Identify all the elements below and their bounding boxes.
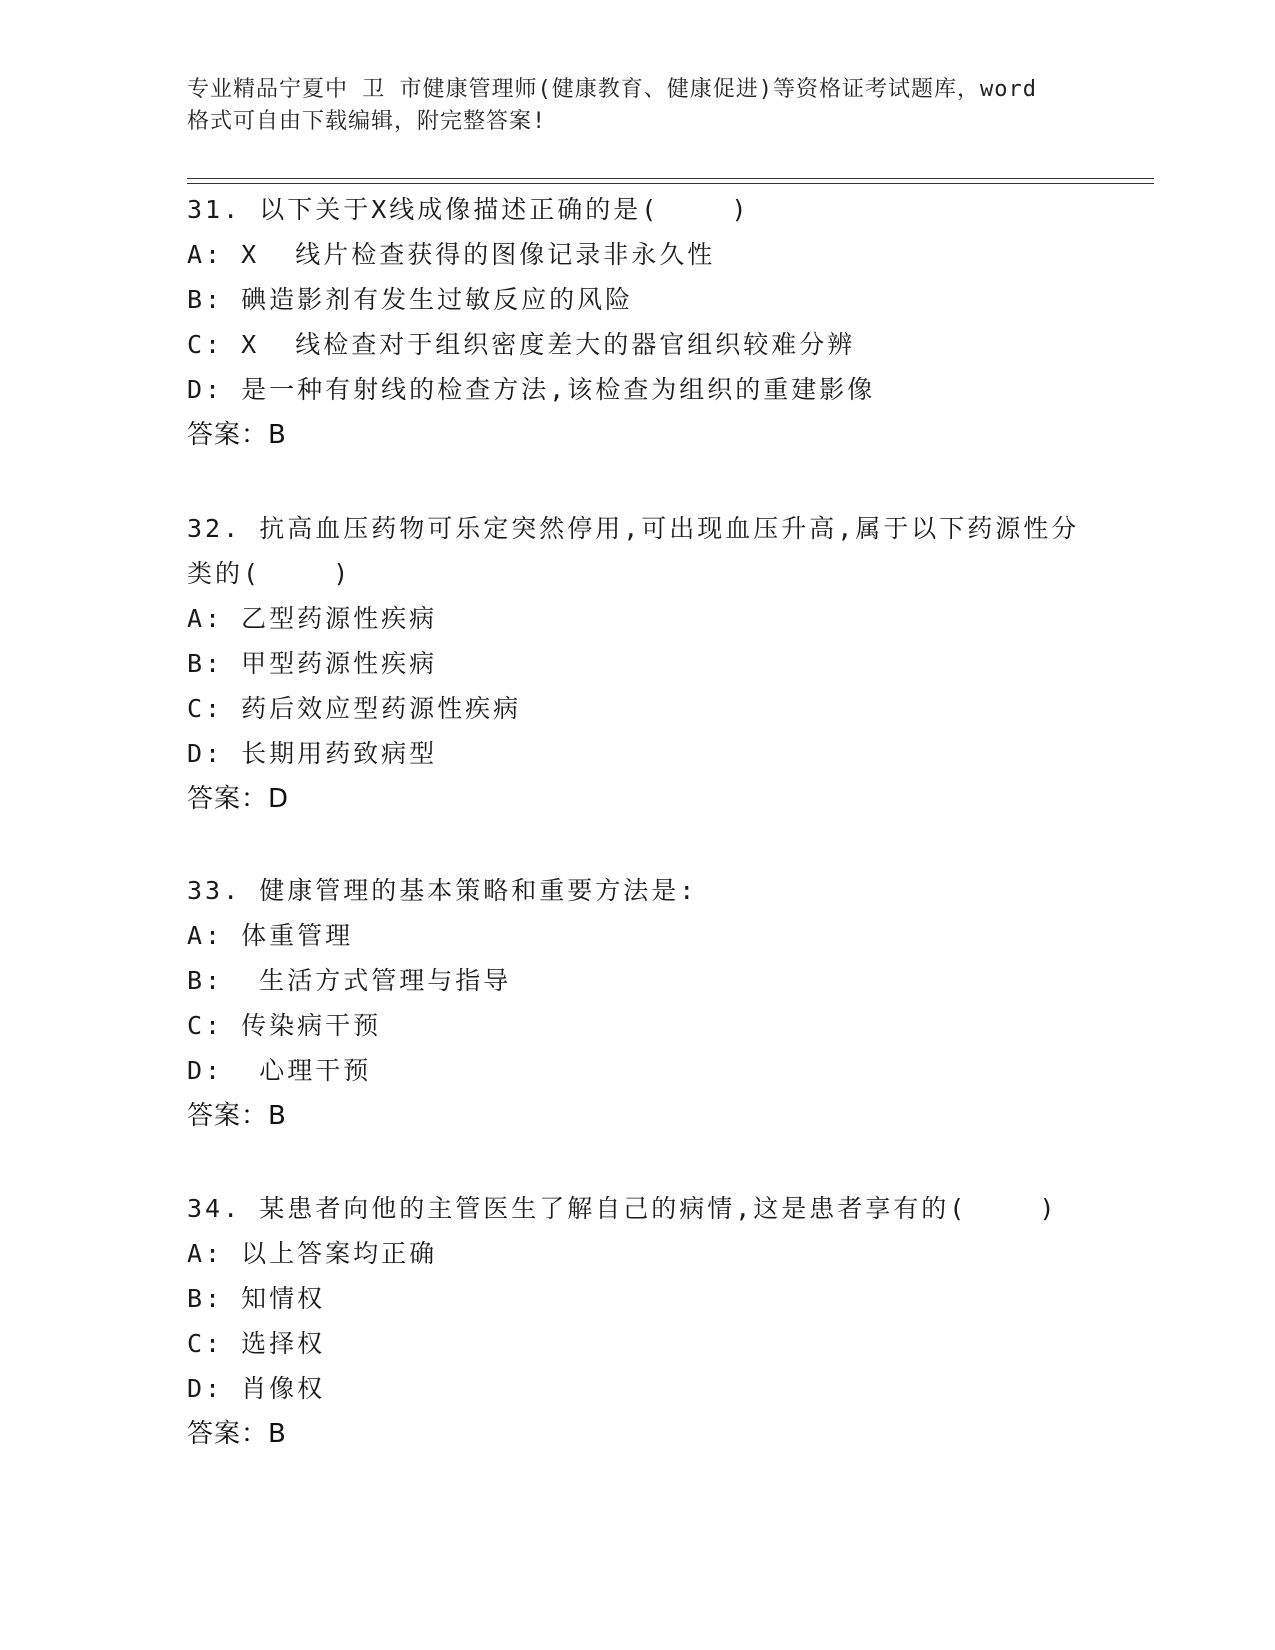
option-b: B: 知情权 — [187, 1284, 326, 1313]
option-d: D: 心理干预 — [187, 1056, 372, 1085]
option-a: A: 乙型药源性疾病 — [187, 604, 438, 633]
option-b: B: 甲型药源性疾病 — [187, 649, 438, 678]
question-stem: 33. 健康管理的基本策略和重要方法是: — [187, 876, 698, 905]
question-33 — [187, 868, 1087, 1139]
answer: 答案：D — [187, 784, 290, 814]
document-header — [187, 74, 1087, 138]
answer: 答案：B — [187, 420, 287, 450]
answer: 答案：B — [187, 1101, 287, 1131]
question-stem: 32. 抗高血压药物可乐定突然停用,可出现血压升高,属于以下药源性分类的( ) — [187, 514, 1080, 588]
header-divider-top — [187, 178, 1154, 179]
option-a: A: 以上答案均正确 — [187, 1239, 438, 1268]
option-c: C: 选择权 — [187, 1329, 326, 1358]
header-line-1: 专业精品宁夏中 卫 市健康管理师(健康教育、健康促进)等资格证考试题库，word — [187, 77, 1037, 102]
option-a: A: X 线片检查获得的图像记录非永久性 — [187, 240, 716, 269]
answer: 答案：B — [187, 1419, 287, 1449]
option-c: C: 药后效应型药源性疾病 — [187, 694, 522, 723]
question-31 — [187, 187, 1087, 458]
header-divider-bottom — [187, 183, 1154, 184]
option-b: B: 生活方式管理与指导 — [187, 966, 512, 995]
header-line-2: 格式可自由下载编辑，附完整答案! — [187, 109, 547, 134]
option-d: D: 长期用药致病型 — [187, 739, 438, 768]
question-34 — [187, 1186, 1087, 1457]
option-c: C: X 线检查对于组织密度差大的器官组织较难分辨 — [187, 330, 856, 359]
question-stem: 34. 某患者向他的主管医生了解自己的病情,这是患者享有的( ) — [187, 1194, 1058, 1223]
question-32 — [187, 506, 1087, 822]
option-c: C: 传染病干预 — [187, 1011, 382, 1040]
option-a: A: 体重管理 — [187, 921, 354, 950]
option-d: D: 肖像权 — [187, 1374, 326, 1403]
option-b: B: 碘造影剂有发生过敏反应的风险 — [187, 285, 634, 314]
question-stem: 31. 以下关于X线成像描述正确的是( ) — [187, 195, 750, 224]
option-d: D: 是一种有射线的检查方法,该检查为组织的重建影像 — [187, 375, 876, 404]
